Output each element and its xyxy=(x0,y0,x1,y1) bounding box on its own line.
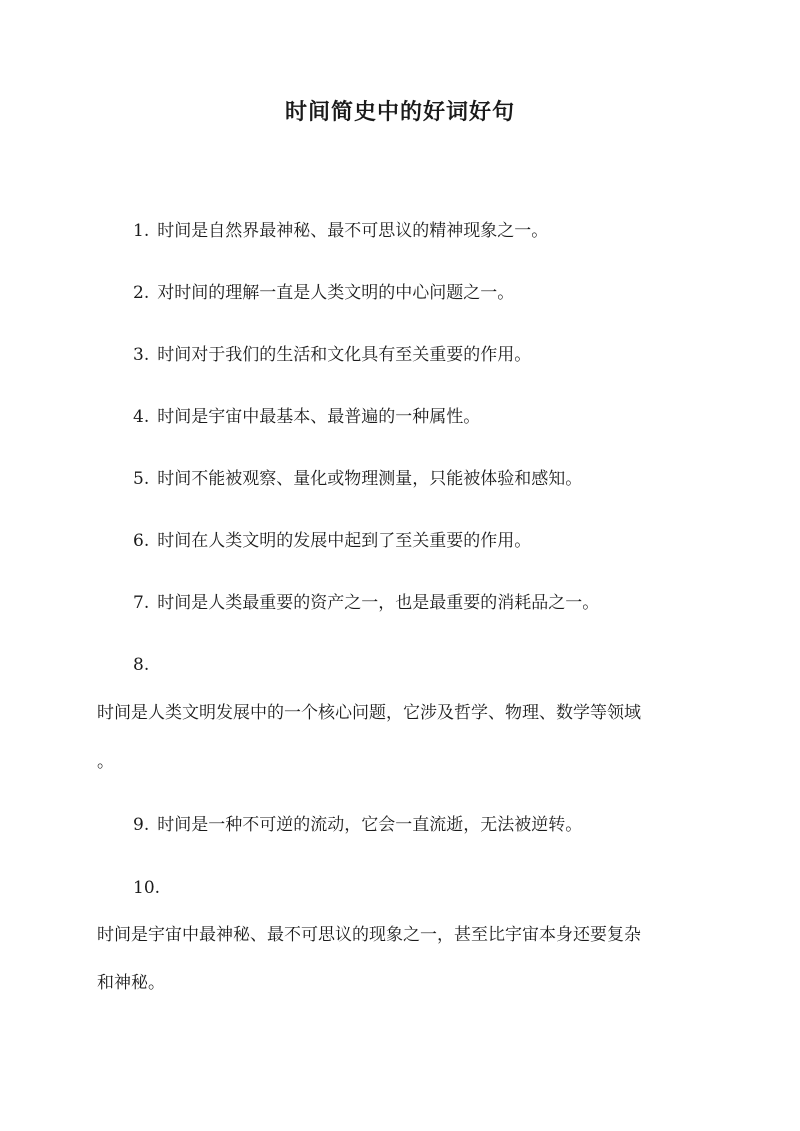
item-number: 6. xyxy=(133,531,150,551)
item-number: 2. xyxy=(133,283,150,303)
item-number: 8. xyxy=(133,655,150,675)
list-item xyxy=(133,280,514,306)
item-text: 时间是人类最重要的资产之一，也是最重要的消耗品之一。 xyxy=(157,593,600,613)
item-text: 时间是一种不可逆的流动，它会一直流逝，无法被逆转。 xyxy=(157,815,583,835)
page-title: 时间简史中的好词好句 xyxy=(284,99,515,125)
list-item xyxy=(133,528,531,554)
item-text: 对时间的理解一直是人类文明的中心问题之一。 xyxy=(157,283,515,303)
item-text: 时间对于我们的生活和文化具有至关重要的作用。 xyxy=(157,345,532,365)
item-number: 5. xyxy=(133,469,150,489)
item-text: 时间是宇宙中最神秘、最不可思议的现象之一，甚至比宇宙本身还要复杂 xyxy=(97,925,641,945)
item-number: 9. xyxy=(133,815,150,835)
list-item xyxy=(133,218,548,244)
item-text: 时间是自然界最神秘、最不可思议的精神现象之一。 xyxy=(157,221,549,241)
list-item xyxy=(133,342,531,368)
item-text: 时间不能被观察、量化或物理测量，只能被体验和感知。 xyxy=(157,469,583,489)
item-number: 1. xyxy=(133,221,150,241)
item-number: 7. xyxy=(133,593,150,613)
item-number: 4. xyxy=(133,407,150,427)
list-item xyxy=(133,590,599,616)
item-number: 10. xyxy=(133,878,161,898)
list-item xyxy=(133,812,582,838)
item-text-continuation: 。 xyxy=(97,752,114,772)
list-item xyxy=(133,466,582,492)
item-number: 3. xyxy=(133,345,150,365)
item-text-continuation: 和神秘。 xyxy=(97,973,165,993)
item-text: 时间是人类文明发展中的一个核心问题，它涉及哲学、物理、数学等领域 xyxy=(97,703,641,723)
item-text: 时间是宇宙中最基本、最普遍的一种属性。 xyxy=(157,407,481,427)
item-text: 时间在人类文明的发展中起到了至关重要的作用。 xyxy=(157,531,532,551)
list-item xyxy=(133,404,480,430)
